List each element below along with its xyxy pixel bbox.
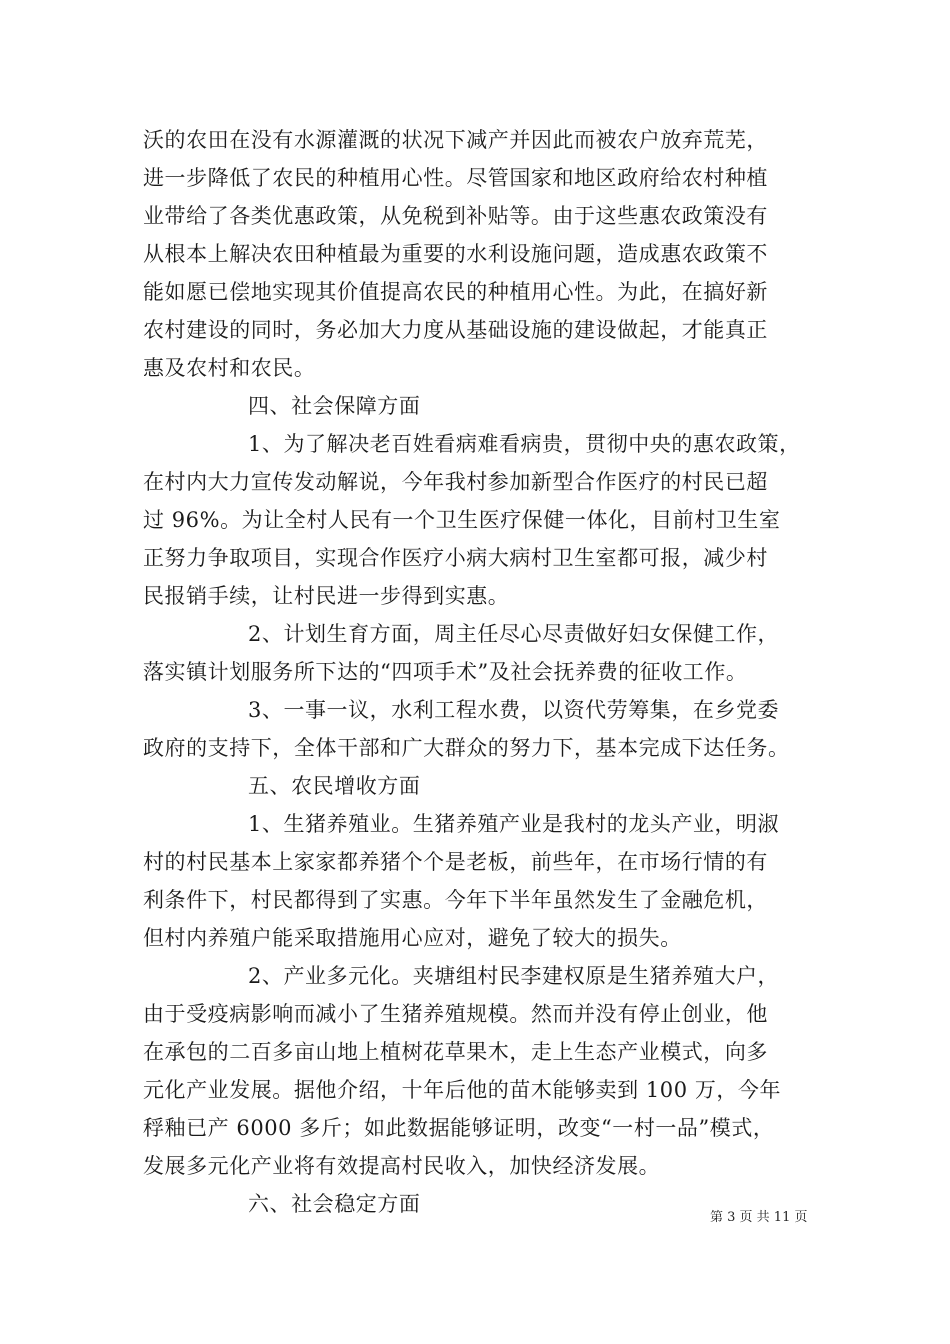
- text-line: 正努力争取项目，实现合作医疗小病大病村卫生室都可报，减少村: [143, 546, 768, 570]
- text-line: 农村建设的同时，务必加大力度从基础设施的建设做起，才能真正: [143, 318, 768, 342]
- text-line: 元化产业发展。据他介绍，十年后他的苗木能够卖到 100 万，今年: [143, 1078, 782, 1102]
- text-line: 业带给了各类优惠政策，从免税到补贴等。由于这些惠农政策没有: [143, 204, 768, 228]
- text-line: 政府的支持下，全体干部和广大群众的努力下，基本完成下达任务。: [143, 736, 790, 760]
- text-line: 稃釉已产 6000 多斤；如此数据能够证明，改变“一村一品”模式，: [143, 1116, 775, 1140]
- text-line: 惠及农村和农民。: [143, 356, 316, 380]
- section-heading: 四、社会保障方面: [248, 394, 421, 418]
- text-line: 在村内大力宣传发动解说，今年我村参加新型合作医疗的村民已超: [143, 470, 768, 494]
- section-heading: 五、农民增收方面: [248, 774, 421, 798]
- text-line: 由于受疫病影响而减小了生猪养殖规模。然而并没有停止创业，他: [143, 1002, 768, 1026]
- text-line: 民报销手续，让村民进一步得到实惠。: [143, 584, 510, 608]
- text-line: 3、一事一议，水利工程水费，以资代劳筹集，在乡党委: [248, 698, 780, 722]
- text-line: 2、计划生育方面，周主任尽心尽责做好妇女保健工作，: [248, 622, 780, 646]
- text-line: 1、生猪养殖业。生猪养殖产业是我村的龙头产业，明淑: [248, 812, 780, 836]
- text-line: 能如愿已偿地实现其价值提高农民的种植用心性。为此，在搞好新: [143, 280, 768, 304]
- text-line: 过 96%。为让全村人民有一个卫生医疗保健一体化，目前村卫生室: [143, 508, 781, 532]
- text-line: 村的村民基本上家家都养猪个个是老板，前些年，在市场行情的有: [143, 850, 768, 874]
- section-heading: 六、社会稳定方面: [248, 1192, 421, 1216]
- page-number-footer: 第 3 页 共 11 页: [710, 1210, 808, 1225]
- text-line: 进一步降低了农民的种植用心性。尽管国家和地区政府给农村种植: [143, 166, 768, 190]
- text-line: 在承包的二百多亩山地上植树花草果木，走上生态产业模式，向多: [143, 1040, 768, 1064]
- text-line: 2、产业多元化。夹塘组村民李建权原是生猪养殖大户，: [248, 964, 780, 988]
- text-line: 但村内养殖户能采取措施用心应对，避免了较大的损失。: [143, 926, 682, 950]
- text-line: 沃的农田在没有水源灌溉的状况下减产并因此而被农户放弃荒芜，: [143, 128, 768, 152]
- text-line: 1、为了解决老百姓看病难看病贵，贯彻中央的惠农政策，: [248, 432, 801, 456]
- text-line: 落实镇计划服务所下达的“四项手术”及社会抚养费的征收工作。: [143, 660, 748, 684]
- text-line: 发展多元化产业将有效提高村民收入，加快经济发展。: [143, 1154, 661, 1178]
- text-line: 利条件下，村民都得到了实惠。今年下半年虽然发生了金融危机，: [143, 888, 768, 912]
- text-line: 从根本上解决农田种植最为重要的水利设施问题，造成惠农政策不: [143, 242, 768, 266]
